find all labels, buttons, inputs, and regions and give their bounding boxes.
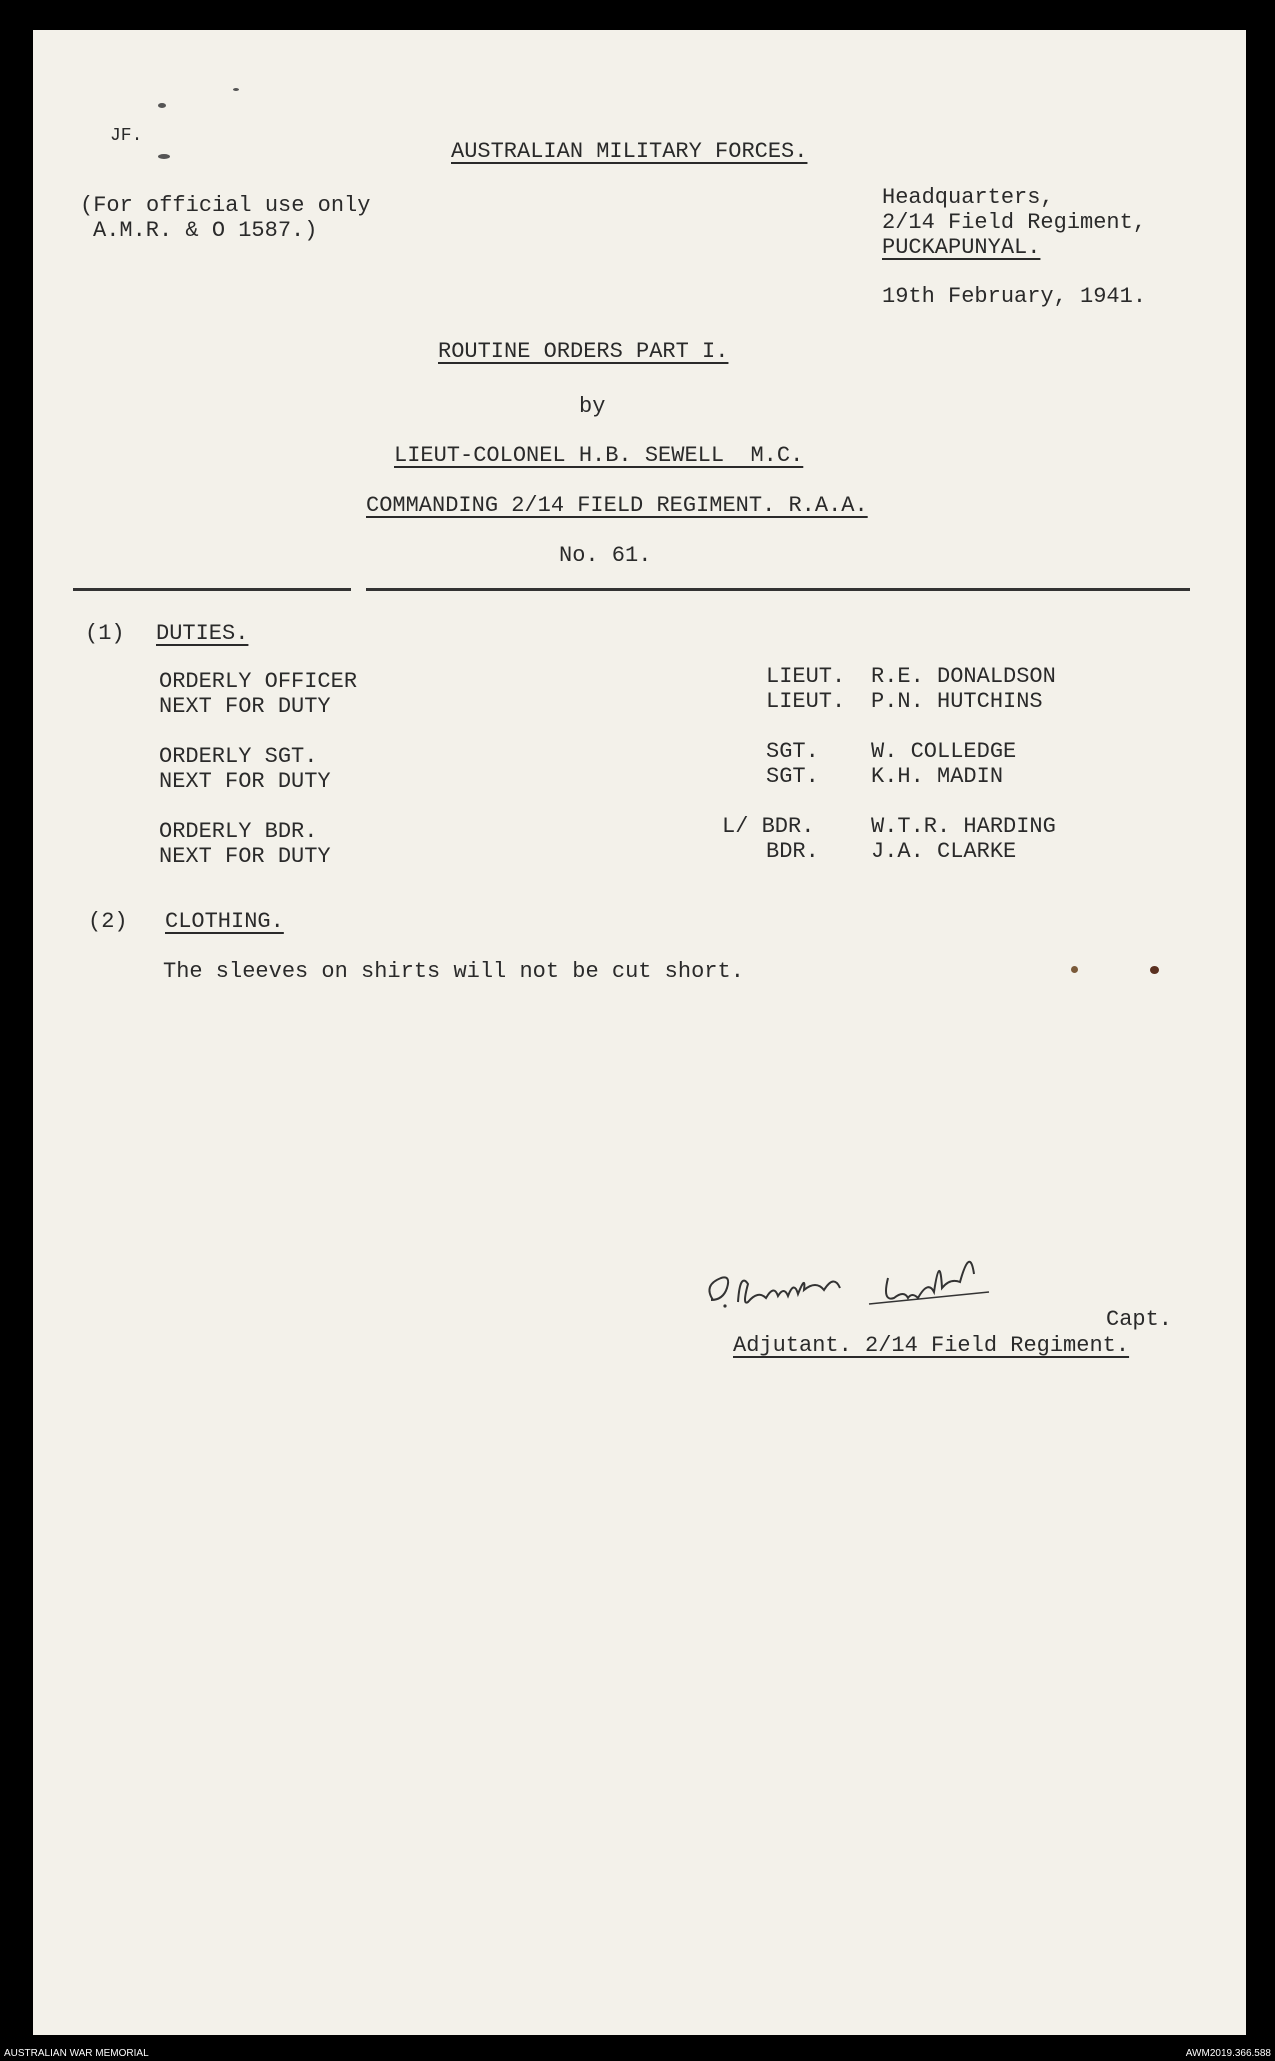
section2-number: (2) <box>88 909 128 934</box>
official-use-line1: (For official use only <box>80 193 371 218</box>
hq-line1: Headquarters, <box>882 185 1054 210</box>
duty-name: J.A. CLARKE <box>871 839 1017 864</box>
duty-name: W. COLLEDGE <box>871 739 1017 764</box>
duty-label: ORDERLY BDR. <box>159 819 318 844</box>
signatory-title: Adjutant. 2/14 Field Regiment. <box>733 1333 1130 1358</box>
document-date: 19th February, 1941. <box>882 284 1147 309</box>
duty-rank: BDR. <box>766 839 819 864</box>
duty-name: P.N. HUTCHINS <box>871 689 1043 714</box>
initials: JF. <box>110 126 143 146</box>
org-title: AUSTRALIAN MILITARY FORCES. <box>451 139 808 164</box>
duty-label: NEXT FOR DUTY <box>159 844 331 869</box>
official-use-line2: A.M.R. & O 1587.) <box>93 218 318 243</box>
duty-label: ORDERLY OFFICER <box>159 669 358 694</box>
section2-heading: CLOTHING. <box>165 909 284 934</box>
duty-name: K.H. MADIN <box>871 764 1004 789</box>
commanding-officer: LIEUT-COLONEL H.B. SEWELL M.C. <box>394 443 804 468</box>
duty-name: W.T.R. HARDING <box>871 814 1056 839</box>
document-page <box>33 30 1246 2035</box>
duty-label: NEXT FOR DUTY <box>159 694 331 719</box>
paper-stain <box>1071 966 1078 973</box>
duty-rank: SGT. <box>766 739 819 764</box>
command-line: COMMANDING 2/14 FIELD REGIMENT. R.A.A. <box>366 493 868 518</box>
order-number: No. 61. <box>559 543 652 568</box>
section1-number: (1) <box>85 621 125 646</box>
divider-left <box>73 588 351 591</box>
divider-right <box>366 588 1190 591</box>
duty-rank: LIEUT. <box>766 689 846 714</box>
signatory-rank: Capt. <box>1106 1307 1173 1332</box>
duty-label: NEXT FOR DUTY <box>159 769 331 794</box>
hq-line3: PUCKAPUNYAL. <box>882 235 1041 260</box>
handwritten-signature <box>673 1220 1093 1330</box>
by-label: by <box>579 394 606 419</box>
ink-mark <box>158 103 166 108</box>
ink-mark <box>158 154 170 159</box>
paper-stain <box>1150 966 1159 974</box>
hq-line2: 2/14 Field Regiment, <box>882 210 1147 235</box>
footer-accession: AWM2019.366.588 <box>1185 2048 1271 2059</box>
clothing-order-text: The sleeves on shirts will not be cut short. <box>163 959 744 984</box>
duty-label: ORDERLY SGT. <box>159 744 318 769</box>
orders-heading: ROUTINE ORDERS PART I. <box>438 339 729 364</box>
duty-rank: SGT. <box>766 764 819 789</box>
footer-credit: AUSTRALIAN WAR MEMORIAL <box>4 2048 149 2059</box>
ink-mark <box>233 88 239 91</box>
section1-heading: DUTIES. <box>156 621 249 646</box>
duty-rank: LIEUT. <box>766 664 846 689</box>
duty-rank: L/ BDR. <box>722 814 815 839</box>
duty-name: R.E. DONALDSON <box>871 664 1056 689</box>
